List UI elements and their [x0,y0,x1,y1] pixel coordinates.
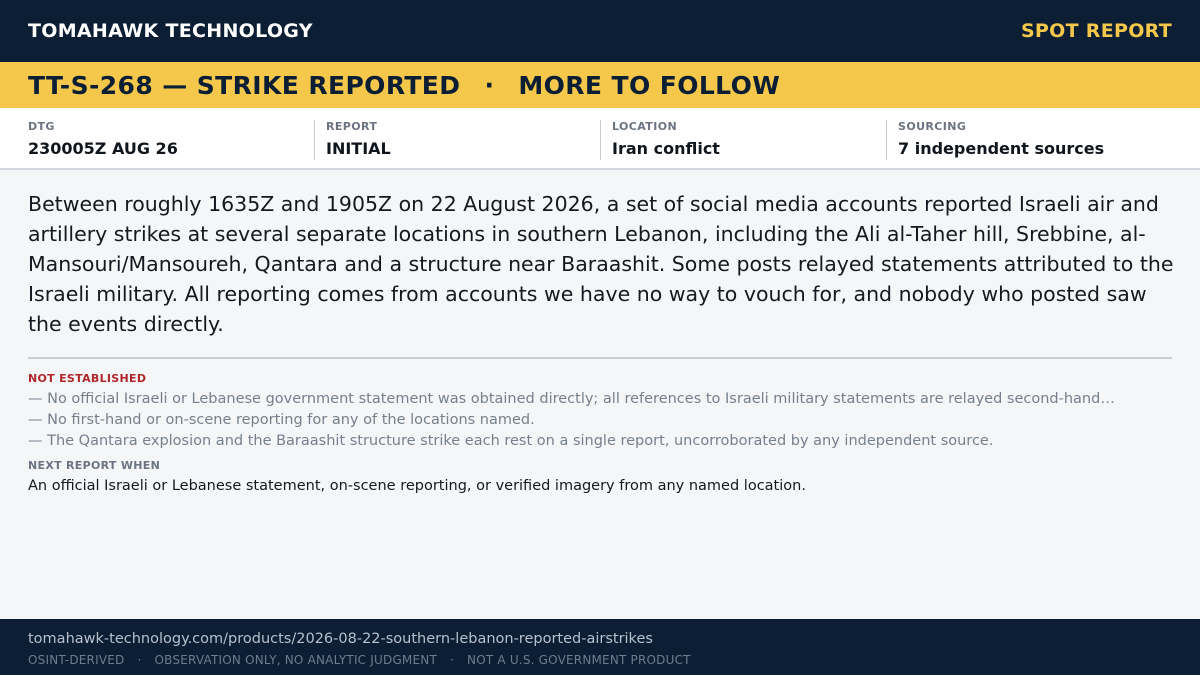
next-report-label: NEXT REPORT WHEN [28,459,161,472]
meta-value: Iran conflict [612,139,720,158]
caveat-item: — No official Israeli or Lebanese government statement was obtained directly; all references to Israeli military statements are relayed second-hand… [28,391,1115,407]
source-url[interactable]: tomahawk-technology.com/products/2026-08-22-southern-lebanon-reported-airstrikes [28,631,653,647]
report-summary: Between roughly 1635Z and 1905Z on 22 August 2026, a set of social media accounts reported Israeli air and artillery strikes at several separate locations in southern Lebanon, including the Ali al-Taher hill, Srebbine, al-Mansouri/Mansoureh, Qantara and a structure near Baraashit. Some posts relayed statements attributed to the Israeli military. All reporting comes from accounts we have no way to vouch for, and nobody who posted saw the events directly. [28,192,1174,336]
report-type-label: SPOT REPORT [1020,20,1172,42]
meta-label: REPORT [326,120,378,133]
brand-name: TOMAHAWK TECHNOLOGY [28,20,313,42]
footer-tag: OSINT-DERIVED [28,653,125,667]
meta-sourcing [886,120,1172,160]
meta-label: LOCATION [612,120,678,133]
meta-location [600,120,886,160]
meta-value: INITIAL [326,139,391,158]
footer-tags [28,653,1172,667]
top-banner [0,0,1200,62]
caveat-item: — No first-hand or on-scene reporting for any of the locations named. [28,412,535,428]
headline-follow-up: MORE TO FOLLOW [518,70,781,100]
headline-separator: · [484,70,495,100]
footer-tag: OBSERVATION ONLY, NO ANALYTIC JUDGMENT [154,653,437,667]
meta-report [314,120,600,160]
meta-label: DTG [28,120,55,133]
headline-bar [0,62,1200,108]
meta-label: SOURCING [898,120,967,133]
next-report-text: An official Israeli or Lebanese statement, on-scene reporting, or verified imagery from any named location. [28,478,806,494]
not-established-label: NOT ESTABLISHED [28,372,147,385]
caveat-item: — The Qantara explosion and the Baraashit structure strike each rest on a single report, uncorroborated by any independent source. [28,433,994,449]
footer-tag: NOT A U.S. GOVERNMENT PRODUCT [467,653,691,667]
footer-separator: · [137,653,142,667]
meta-dtg [28,120,314,160]
metadata-row [0,108,1200,170]
meta-value: 230005Z AUG 26 [28,139,178,158]
footer [0,619,1200,675]
section-divider [28,357,1172,359]
meta-value: 7 independent sources [898,139,1105,158]
headline-title: TT-S-268 — STRIKE REPORTED [28,70,461,100]
footer-separator: · [450,653,455,667]
not-established-list [28,389,1178,452]
